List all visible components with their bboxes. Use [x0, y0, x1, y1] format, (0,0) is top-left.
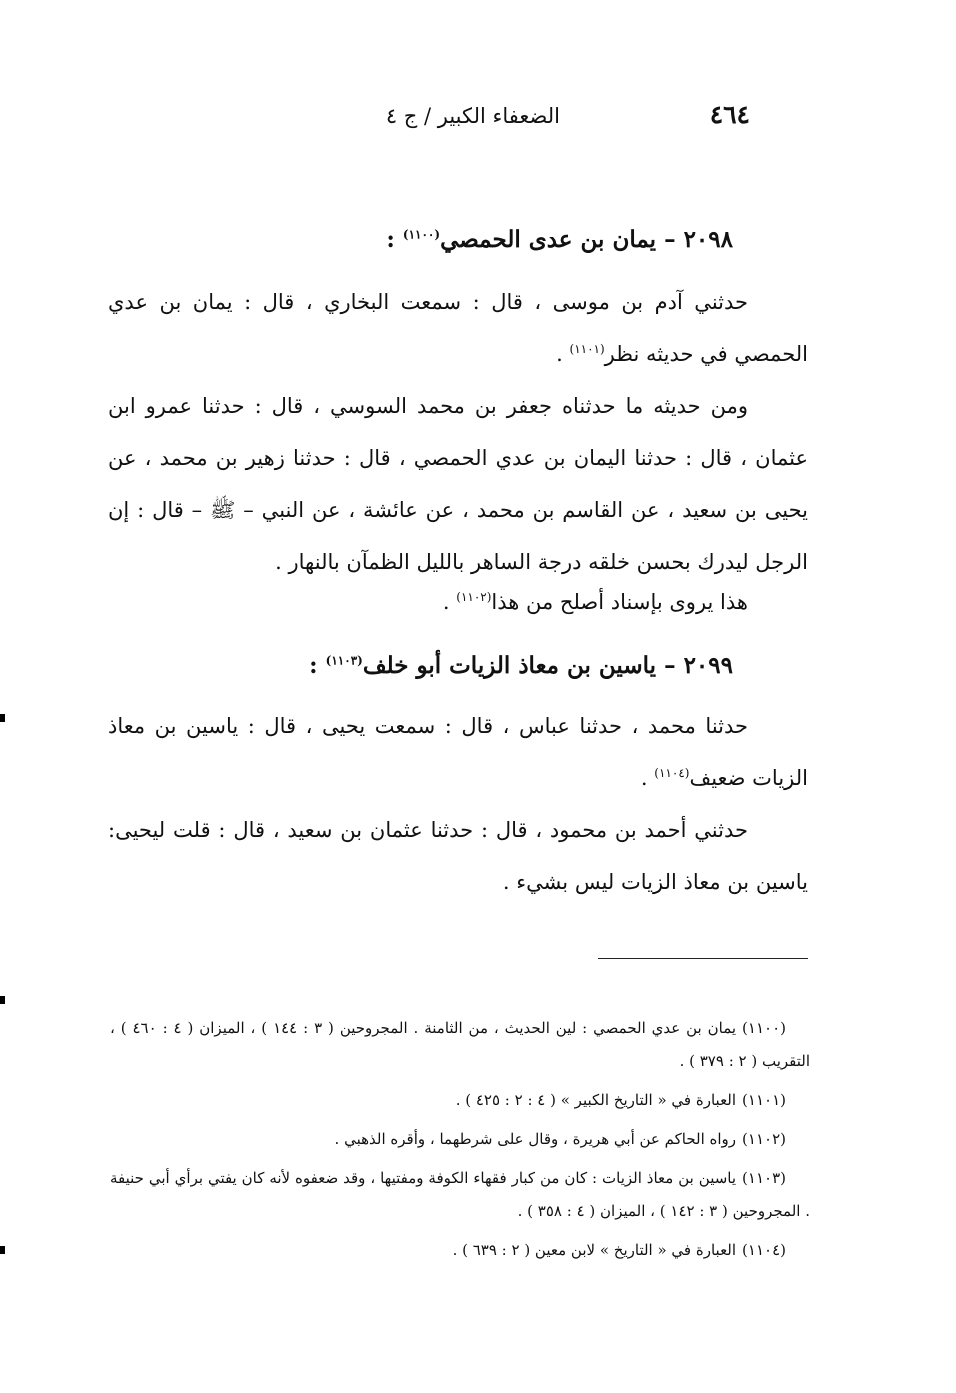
- footnote-ref: (١١٠١): [569, 342, 605, 356]
- footnote: [110, 1123, 810, 1156]
- paragraph-text: حدثنا محمد ، حدثنا عباس ، قال : سمعت يحيى ، قال : ياسين بن معاذ الزيات ضعيف: [108, 714, 808, 790]
- footnote-ref: (١١٠٠): [402, 227, 441, 242]
- heading-colon: :: [309, 652, 318, 679]
- paragraph: [108, 700, 808, 804]
- footnote-text: ياسين بن معاذ الزيات : كان من كبار فقهاء الكوفة ومفتيها ، وقد ضعفوه لأنه كان يفتي برأي أبي حنيفة . المجروحين ( ٣ : ١٤٢ ) ، الميزان ( ٤ : ٣٥٨ ) .: [110, 1169, 810, 1220]
- footnote-number: (١١٠٢): [742, 1130, 786, 1148]
- footnote-text: رواه الحاكم عن أبي هريرة ، وقال على شرطهما ، وأقره الذهبي .: [334, 1130, 737, 1148]
- footnote-ref: (١١٠٤): [654, 766, 690, 780]
- footnote-number: (١١٠٣): [742, 1169, 786, 1187]
- footnote: [110, 1012, 810, 1078]
- footnote-ref: (١١٠٣): [325, 653, 363, 668]
- page-header: [360, 100, 750, 140]
- paragraph: [108, 576, 808, 628]
- paragraph-text: حدثني أحمد بن محمود ، قال : حدثنا عثمان بن سعيد ، قال : قلت ليحيى: ياسين بن معاذ الزيات ليس بشيء .: [108, 818, 808, 894]
- footnote-separator: [598, 958, 808, 959]
- footnote-text: يمان بن عدي الحمصي : لين الحديث ، من الثامنة . المجروحين ( ٣ : ١٤٤ ) ، الميزان ( ٤ : ٤٦٠ ) ، التقريب ( ٢ : ٣٧٩ ) .: [110, 1019, 810, 1070]
- footnote-text: العبارة في « التاريخ » لابن معين ( ٢ : ٦٣٩ ) .: [452, 1241, 737, 1259]
- paragraph-text: ومن حديثه ما حدثناه جعفر بن محمد السوسي ، قال : حدثنا عمرو ابن عثمان ، قال : حدثنا اليمان بن عدي الحمصي ، قال : حدثنا زهير بن محمد ، عن يحيى بن سعيد ، عن القاسم بن محمد ، عن عائشة ، عن النبي – ﷺ – قال : إن الرجل ليدرك بحسن خلقه درجة الساهر بالليل الظمآن بالنهار .: [108, 394, 808, 574]
- footnote-text: العبارة في « التاريخ الكبير » ( ٤ : ٢ : ٤٢٥ ) .: [455, 1091, 737, 1109]
- footnote: [110, 1084, 810, 1117]
- footnote-number: (١١٠٤): [742, 1241, 786, 1259]
- footnote: [110, 1234, 810, 1267]
- entry-number: ٢٠٩٨: [683, 226, 733, 253]
- footnote-number: (١١٠١): [742, 1091, 786, 1109]
- entry-name: يمان بن عدى الحمصي: [440, 226, 657, 253]
- entry-heading: [386, 226, 733, 253]
- footnotes: [110, 1012, 810, 1273]
- period: .: [556, 342, 563, 366]
- entry-heading: [309, 652, 733, 679]
- paragraph: [108, 804, 808, 908]
- paragraph-text: حدثني آدم بن موسى ، قال : سمعت البخاري ، قال : يمان بن عدي الحمصي في حديثه نظر: [108, 290, 808, 366]
- entry-number: ٢٠٩٩: [683, 652, 733, 679]
- scan-mark: [0, 1246, 5, 1254]
- footnote: [110, 1162, 810, 1228]
- scan-mark: [0, 996, 5, 1004]
- page-number: ٤٦٤: [709, 100, 750, 129]
- heading-colon: :: [386, 226, 395, 253]
- paragraph: [108, 276, 808, 380]
- heading-dash: –: [664, 652, 676, 679]
- period: .: [640, 766, 648, 790]
- period: .: [442, 590, 450, 614]
- paragraph-text: هذا يروى بإسناد أصلح من هذا: [491, 590, 748, 614]
- running-title: الضعفاء الكبير / ج ٤: [385, 104, 560, 128]
- paragraph: [108, 380, 808, 588]
- entry-name: ياسين بن معاذ الزيات أبو خلف: [362, 652, 657, 679]
- footnote-ref: (١١٠٢): [456, 590, 492, 604]
- footnote-number: (١١٠٠): [742, 1019, 786, 1037]
- heading-dash: –: [664, 226, 676, 253]
- scan-mark: [0, 714, 5, 722]
